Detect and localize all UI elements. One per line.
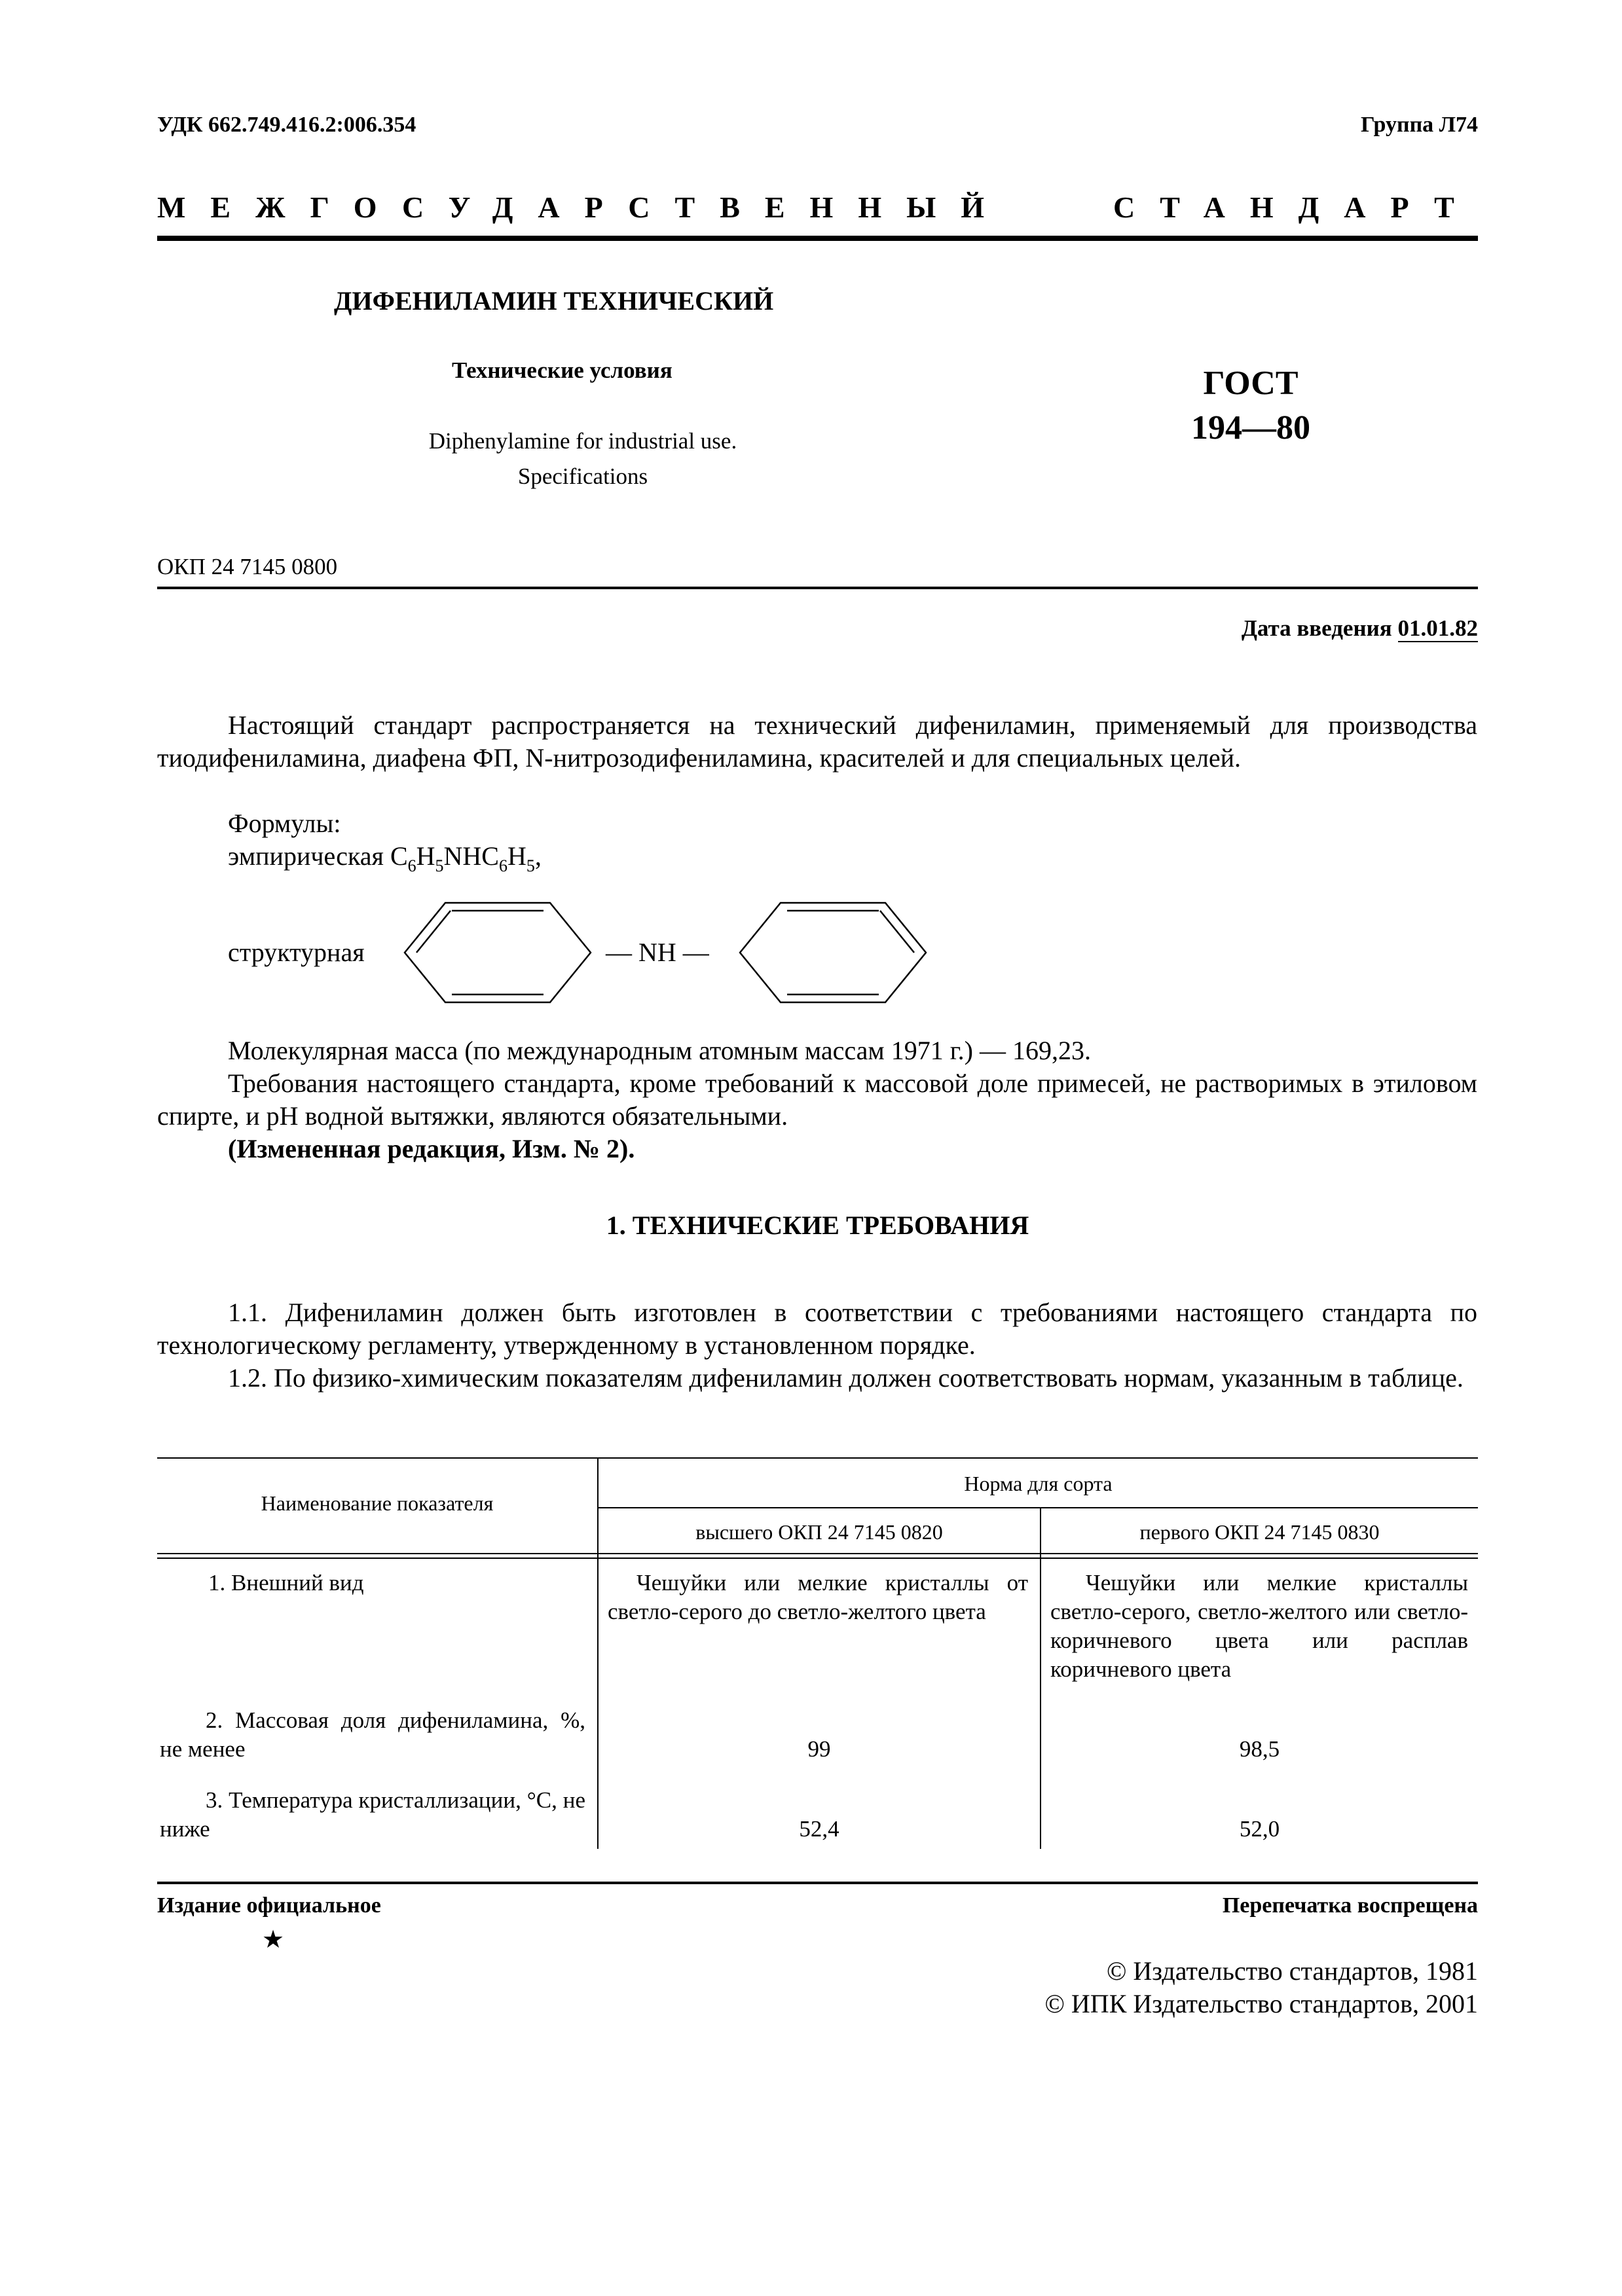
english-title-line2: Specifications xyxy=(517,464,648,489)
introduction-date-value: 01.01.82 xyxy=(1397,615,1478,641)
banner-rule xyxy=(157,236,1478,241)
column-header-norm: Норма для сорта xyxy=(964,1472,1113,1495)
okp-code: ОКП 24 7145 0800 xyxy=(157,554,338,579)
udk-code: УДК 662.749.416.2:006.354 xyxy=(157,113,416,137)
requirements-paragraph: Требования настоящего стандарта, кроме требований к массовой доле примесей, не растворимых в этиловом спирте, и pH водной вытяжки, являются обязательными. xyxy=(157,1068,1477,1131)
reprint-prohibited: Перепечатка воспрещена xyxy=(1222,1893,1478,1918)
row-2-first: 98,5 xyxy=(1239,1736,1280,1762)
scope-paragraph: Настоящий стандарт распространяется на технический дифениламин, применяемый для производства тиодифениламина, диафена ФП, N-нитрозодифениламина, красителей и для специальных целей. xyxy=(157,710,1477,773)
section-heading: 1. ТЕХНИЧЕСКИЕ ТРЕБОВАНИЯ xyxy=(606,1211,1029,1240)
introduction-date-label: Дата введения xyxy=(1241,615,1392,641)
table-top-rule xyxy=(157,1457,1478,1459)
row-2-name: 2. Массовая доля дифениламина, %, не менее xyxy=(160,1707,585,1762)
molecular-mass: Молекулярная масса (по международным атомным массам 1971 г.) — 169,23. xyxy=(228,1036,1091,1065)
empirical-label: эмпирическая xyxy=(228,841,384,871)
copyright-1981: © Издательство стандартов, 1981 xyxy=(1106,1956,1478,1986)
gost-number: 194—80 xyxy=(1191,409,1310,446)
table-header-rule-a xyxy=(157,1553,1478,1554)
column-header-grade-first: первого ОКП 24 7145 0830 xyxy=(1139,1520,1380,1544)
clause-1-1: 1.1. Дифениламин должен быть изготовлен в соответствии с требованиями настоящего стандарта по технологическому регламенту, утвержденному в установленном порядке. xyxy=(157,1298,1477,1360)
table-header-rule-b xyxy=(157,1558,1478,1559)
copyright-2001: © ИПК Издательство стандартов, 2001 xyxy=(1044,1989,1478,2018)
footer-rule xyxy=(157,1882,1478,1884)
column-header-grade-high: высшего ОКП 24 7145 0820 xyxy=(695,1520,943,1544)
table-divider-1 xyxy=(597,1457,599,1849)
official-edition: Издание официальное xyxy=(157,1893,381,1918)
english-title-line1: Diphenylamine for industrial use. xyxy=(428,428,737,454)
row-3-high: 52,4 xyxy=(799,1816,839,1842)
row-3-first: 52,0 xyxy=(1239,1816,1280,1842)
row-1-high: Чешуйки или мелкие кристаллы от светло-серого до светло-желтого цвета xyxy=(608,1570,1028,1624)
star-icon: ★ xyxy=(262,1926,285,1954)
row-3-name: 3. Температура кристаллизации, °С, не ниже xyxy=(160,1787,585,1842)
structural-label: структурная xyxy=(228,938,365,967)
amendment-note: (Измененная редакция, Изм. № 2). xyxy=(228,1134,635,1163)
banner-left: МЕЖГОСУДАРСТВЕННЫЙ xyxy=(157,191,1010,224)
table-subheader-rule xyxy=(597,1507,1478,1508)
clause-1-2: 1.2. По физико-химическим показателям дифениламин должен соответствовать нормам, указанным в таблице. xyxy=(228,1363,1464,1393)
title-rule xyxy=(157,587,1478,589)
document-subtitle: Технические условия xyxy=(452,357,673,383)
banner-right: СТАНДАРТ xyxy=(1113,191,1479,224)
document-title: ДИФЕНИЛАМИН ТЕХНИЧЕСКИЙ xyxy=(334,286,774,316)
introduction-date xyxy=(1242,615,1478,642)
row-2-high: 99 xyxy=(807,1736,831,1762)
column-header-indicator: Наименование показателя xyxy=(261,1491,494,1515)
row-1-name: 1. Внешний вид xyxy=(208,1570,364,1595)
formulas-label: Формулы: xyxy=(228,809,341,838)
row-1-first: Чешуйки или мелкие кристаллы светло-серого, светло-желтого или светло-коричневого цвета или расплав коричневого цвета xyxy=(1050,1570,1468,1682)
empirical-formula: эмпирическая $C_6H_5NHC_6H_5$, xyxy=(228,841,542,875)
structure-nh-link: — NH — xyxy=(606,938,709,967)
gost-label: ГОСТ xyxy=(1203,365,1299,402)
group-code: Группа Л74 xyxy=(1361,113,1478,137)
